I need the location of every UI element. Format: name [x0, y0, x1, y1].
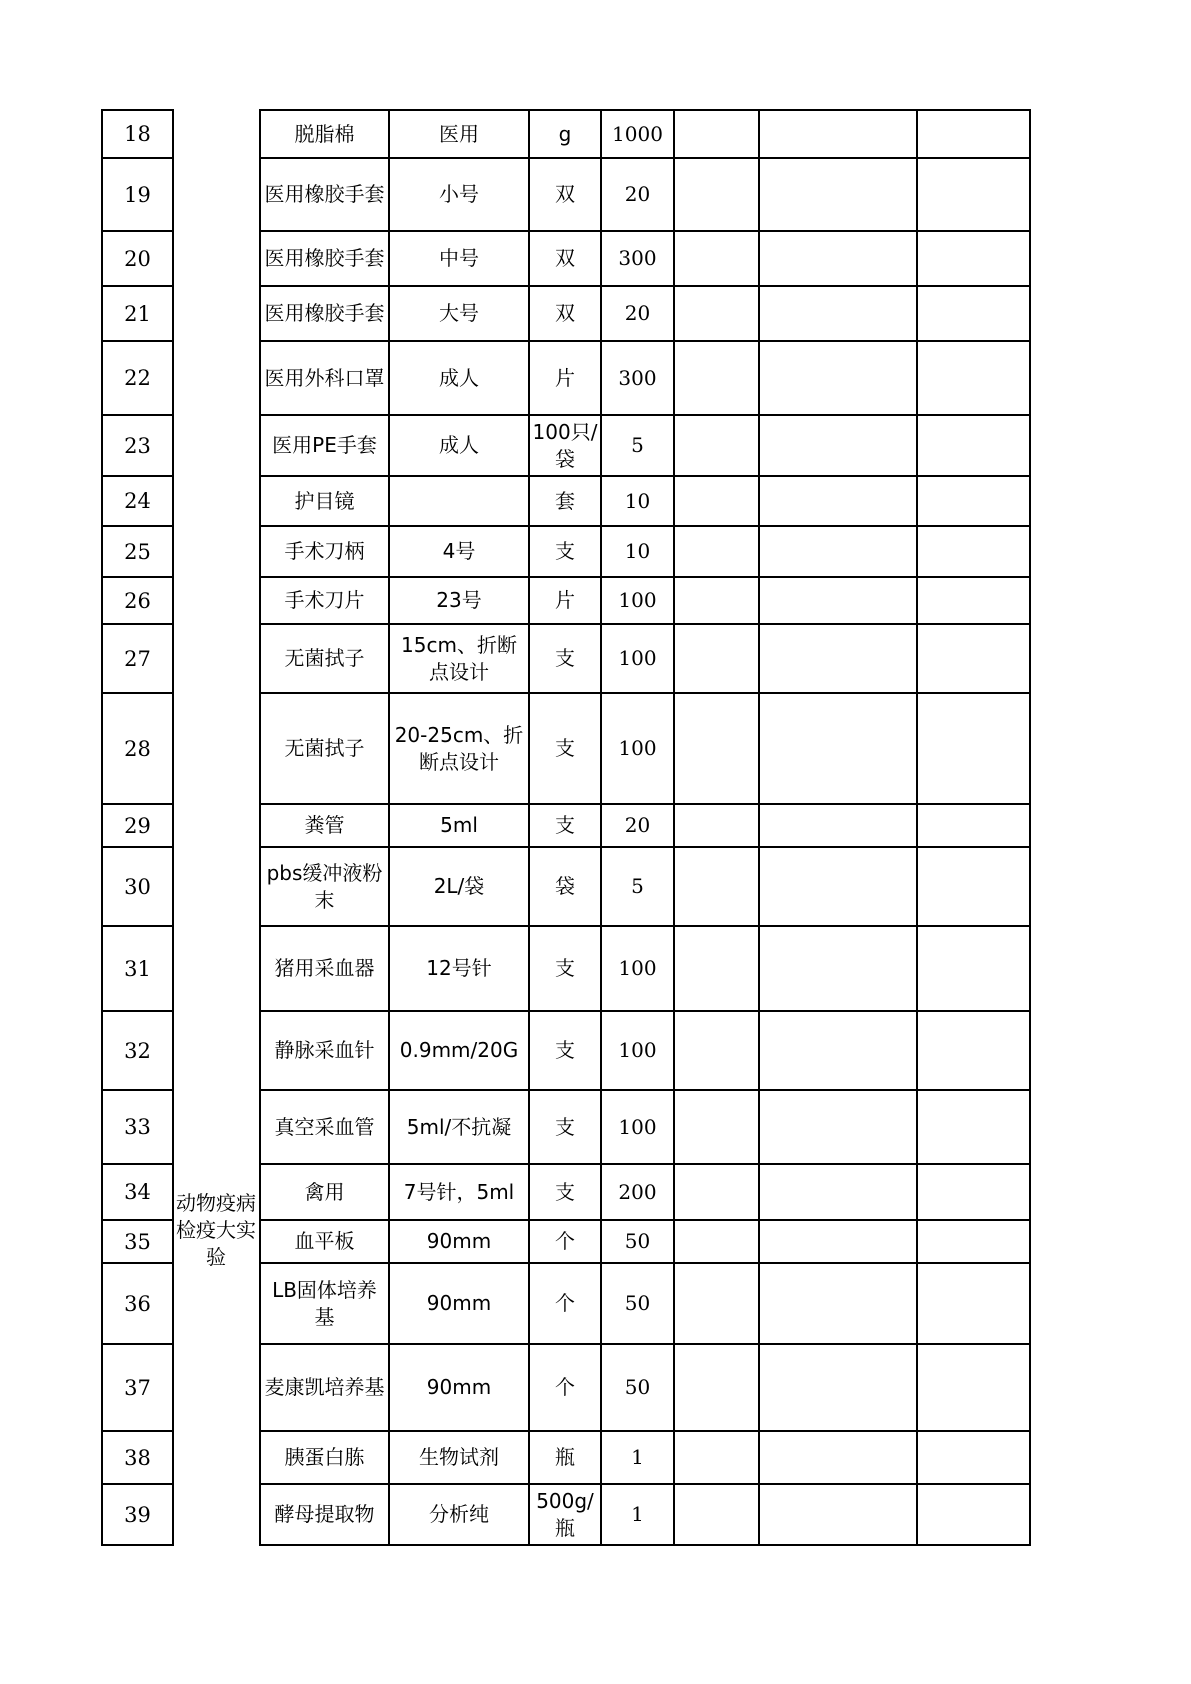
table-row [261, 1483, 1029, 1544]
empty-cell [918, 527, 1029, 576]
empty-cell [675, 805, 760, 846]
item-quantity-cell: 1 [602, 1485, 675, 1544]
item-spec-cell [390, 477, 530, 525]
serial-number-cell: 21 [103, 285, 172, 340]
table-row [261, 803, 1029, 846]
item-name-cell: 手术刀片 [261, 578, 390, 623]
empty-cell [760, 232, 918, 285]
item-name-cell: 血平板 [261, 1221, 390, 1262]
empty-cell [675, 625, 760, 692]
item-quantity-cell: 10 [602, 477, 675, 525]
empty-cell [918, 578, 1029, 623]
empty-cell [918, 232, 1029, 285]
item-spec-cell: 90mm [390, 1264, 530, 1343]
empty-cell [675, 1264, 760, 1343]
serial-number-cell: 34 [103, 1163, 172, 1219]
item-quantity-cell: 5 [602, 848, 675, 925]
item-spec-cell: 医用 [390, 111, 530, 157]
empty-cell [760, 1091, 918, 1163]
empty-cell [760, 578, 918, 623]
serial-number-cell: 23 [103, 414, 172, 475]
empty-cell [675, 694, 760, 803]
empty-cell [675, 1432, 760, 1483]
empty-cell [675, 159, 760, 230]
item-spec-cell: 成人 [390, 416, 530, 475]
materials-table [259, 109, 1031, 1546]
serial-number-cell: 36 [103, 1262, 172, 1343]
item-quantity-cell: 1000 [602, 111, 675, 157]
item-name-cell: 医用外科口罩 [261, 342, 390, 414]
table-row [261, 1010, 1029, 1089]
item-unit-cell: 支 [530, 1012, 602, 1089]
item-unit-cell: 套 [530, 477, 602, 525]
item-spec-cell: 20-25cm、折断点设计 [390, 694, 530, 803]
item-spec-cell: 0.9mm/20G [390, 1012, 530, 1089]
item-quantity-cell: 50 [602, 1345, 675, 1430]
item-unit-cell: 支 [530, 625, 602, 692]
table-row [261, 109, 1029, 157]
item-unit-cell: 支 [530, 527, 602, 576]
table-row [261, 846, 1029, 925]
item-name-cell: 医用橡胶手套 [261, 287, 390, 340]
empty-cell [918, 1485, 1029, 1544]
empty-cell [918, 159, 1029, 230]
empty-cell [760, 159, 918, 230]
table-row [261, 475, 1029, 525]
item-spec-cell: 5ml [390, 805, 530, 846]
empty-cell [760, 1432, 918, 1483]
item-spec-cell: 4号 [390, 527, 530, 576]
empty-cell [918, 1432, 1029, 1483]
empty-cell [675, 232, 760, 285]
item-quantity-cell: 1 [602, 1432, 675, 1483]
item-unit-cell: 袋 [530, 848, 602, 925]
item-unit-cell: 个 [530, 1221, 602, 1262]
empty-cell [918, 416, 1029, 475]
empty-cell [760, 342, 918, 414]
empty-cell [918, 1091, 1029, 1163]
course-name: 动物疫病检疫大实验 [176, 1191, 256, 1269]
item-spec-cell: 15cm、折断点设计 [390, 625, 530, 692]
serial-number-cell: 37 [103, 1343, 172, 1430]
item-quantity-cell: 100 [602, 1012, 675, 1089]
item-unit-cell: 500g/瓶 [530, 1485, 602, 1544]
empty-cell [675, 927, 760, 1010]
item-spec-cell: 大号 [390, 287, 530, 340]
empty-cell [918, 1221, 1029, 1262]
item-unit-cell: 支 [530, 805, 602, 846]
empty-cell [675, 848, 760, 925]
item-name-cell: LB固体培养基 [261, 1264, 390, 1343]
empty-cell [760, 416, 918, 475]
item-unit-cell: 支 [530, 927, 602, 1010]
empty-cell [918, 287, 1029, 340]
item-quantity-cell: 50 [602, 1221, 675, 1262]
empty-cell [760, 625, 918, 692]
table-row [261, 1262, 1029, 1343]
empty-cell [918, 927, 1029, 1010]
empty-cell [760, 477, 918, 525]
item-name-cell: 医用PE手套 [261, 416, 390, 475]
empty-cell [760, 527, 918, 576]
item-quantity-cell: 300 [602, 342, 675, 414]
item-name-cell: 酵母提取物 [261, 1485, 390, 1544]
empty-cell [675, 1345, 760, 1430]
serial-number-cell: 31 [103, 925, 172, 1010]
empty-cell [918, 1165, 1029, 1219]
item-unit-cell: 片 [530, 342, 602, 414]
empty-cell [760, 805, 918, 846]
serial-number-cell: 19 [103, 157, 172, 230]
item-name-cell: 麦康凯培养基 [261, 1345, 390, 1430]
serial-number-cell: 33 [103, 1089, 172, 1163]
item-unit-cell: 瓶 [530, 1432, 602, 1483]
empty-cell [675, 527, 760, 576]
serial-number-cell: 24 [103, 475, 172, 525]
item-quantity-cell: 5 [602, 416, 675, 475]
item-quantity-cell: 20 [602, 287, 675, 340]
empty-cell [675, 1485, 760, 1544]
item-unit-cell: 双 [530, 287, 602, 340]
item-spec-cell: 生物试剂 [390, 1432, 530, 1483]
serial-number-cell: 32 [103, 1010, 172, 1089]
item-unit-cell: 个 [530, 1345, 602, 1430]
empty-cell [918, 805, 1029, 846]
table-row [261, 623, 1029, 692]
empty-cell [918, 848, 1029, 925]
empty-cell [918, 1012, 1029, 1089]
item-name-cell: 医用橡胶手套 [261, 159, 390, 230]
item-spec-cell: 小号 [390, 159, 530, 230]
item-spec-cell: 分析纯 [390, 1485, 530, 1544]
table-row [261, 692, 1029, 803]
item-quantity-cell: 20 [602, 159, 675, 230]
item-spec-cell: 7号针，5ml [390, 1165, 530, 1219]
empty-cell [760, 287, 918, 340]
item-spec-cell: 2L/袋 [390, 848, 530, 925]
item-quantity-cell: 20 [602, 805, 675, 846]
item-unit-cell: 双 [530, 232, 602, 285]
item-name-cell: 无菌拭子 [261, 694, 390, 803]
table-row [261, 1430, 1029, 1483]
item-name-cell: 医用橡胶手套 [261, 232, 390, 285]
serial-number-cell: 39 [103, 1483, 172, 1544]
item-name-cell: 粪管 [261, 805, 390, 846]
serial-number-cell: 26 [103, 576, 172, 623]
item-quantity-cell: 100 [602, 1091, 675, 1163]
item-quantity-cell: 10 [602, 527, 675, 576]
table-row [261, 1343, 1029, 1430]
serial-number-cell: 27 [103, 623, 172, 692]
table-row [261, 285, 1029, 340]
empty-cell [760, 927, 918, 1010]
table-row [261, 414, 1029, 475]
empty-cell [675, 1165, 760, 1219]
item-spec-cell: 23号 [390, 578, 530, 623]
item-quantity-cell: 100 [602, 927, 675, 1010]
serial-number-cell: 29 [103, 803, 172, 846]
item-name-cell: 脱脂棉 [261, 111, 390, 157]
item-name-cell: 护目镜 [261, 477, 390, 525]
table-row [261, 1163, 1029, 1219]
item-spec-cell: 中号 [390, 232, 530, 285]
serial-number-cell: 28 [103, 692, 172, 803]
serial-number-cell: 18 [103, 109, 172, 157]
empty-cell [760, 1345, 918, 1430]
empty-cell [918, 111, 1029, 157]
empty-cell [760, 848, 918, 925]
empty-cell [675, 1091, 760, 1163]
table-row [261, 157, 1029, 230]
empty-cell [918, 477, 1029, 525]
empty-cell [675, 416, 760, 475]
item-spec-cell: 5ml/不抗凝 [390, 1091, 530, 1163]
item-quantity-cell: 100 [602, 625, 675, 692]
item-quantity-cell: 50 [602, 1264, 675, 1343]
item-spec-cell: 90mm [390, 1345, 530, 1430]
empty-cell [760, 1485, 918, 1544]
item-unit-cell: 支 [530, 694, 602, 803]
empty-cell [760, 1221, 918, 1262]
item-spec-cell: 12号针 [390, 927, 530, 1010]
table-row [261, 1219, 1029, 1262]
empty-cell [760, 111, 918, 157]
item-unit-cell: 片 [530, 578, 602, 623]
empty-cell [675, 477, 760, 525]
table-row [261, 925, 1029, 1010]
item-quantity-cell: 100 [602, 694, 675, 803]
item-name-cell: 无菌拭子 [261, 625, 390, 692]
item-name-cell: 胰蛋白胨 [261, 1432, 390, 1483]
serial-number-cell: 35 [103, 1219, 172, 1262]
table-row [261, 525, 1029, 576]
empty-cell [675, 1012, 760, 1089]
serial-number-cell: 22 [103, 340, 172, 414]
item-unit-cell: g [530, 111, 602, 157]
empty-cell [760, 694, 918, 803]
item-unit-cell: 支 [530, 1091, 602, 1163]
item-unit-cell: 双 [530, 159, 602, 230]
serial-number-column [101, 109, 174, 1546]
empty-cell [675, 111, 760, 157]
item-unit-cell: 个 [530, 1264, 602, 1343]
table-row [261, 576, 1029, 623]
empty-cell [760, 1012, 918, 1089]
item-quantity-cell: 200 [602, 1165, 675, 1219]
item-name-cell: 静脉采血针 [261, 1012, 390, 1089]
serial-number-cell: 30 [103, 846, 172, 925]
serial-number-cell: 20 [103, 230, 172, 285]
table-row [261, 340, 1029, 414]
item-name-cell: pbs缓冲液粉末 [261, 848, 390, 925]
item-unit-cell: 100只/袋 [530, 416, 602, 475]
item-name-cell: 禽用 [261, 1165, 390, 1219]
empty-cell [760, 1165, 918, 1219]
serial-number-cell: 38 [103, 1430, 172, 1483]
empty-cell [918, 1264, 1029, 1343]
empty-cell [675, 1221, 760, 1262]
item-spec-cell: 成人 [390, 342, 530, 414]
serial-number-cell: 25 [103, 525, 172, 576]
empty-cell [918, 342, 1029, 414]
empty-cell [675, 287, 760, 340]
empty-cell [675, 342, 760, 414]
item-name-cell: 真空采血管 [261, 1091, 390, 1163]
table-row [261, 230, 1029, 285]
item-name-cell: 猪用采血器 [261, 927, 390, 1010]
empty-cell [760, 1264, 918, 1343]
empty-cell [918, 694, 1029, 803]
item-quantity-cell: 100 [602, 578, 675, 623]
item-spec-cell: 90mm [390, 1221, 530, 1262]
item-quantity-cell: 300 [602, 232, 675, 285]
empty-cell [918, 625, 1029, 692]
empty-cell [918, 1345, 1029, 1430]
item-name-cell: 手术刀柄 [261, 527, 390, 576]
table-row [261, 1089, 1029, 1163]
empty-cell [675, 578, 760, 623]
item-unit-cell: 支 [530, 1165, 602, 1219]
